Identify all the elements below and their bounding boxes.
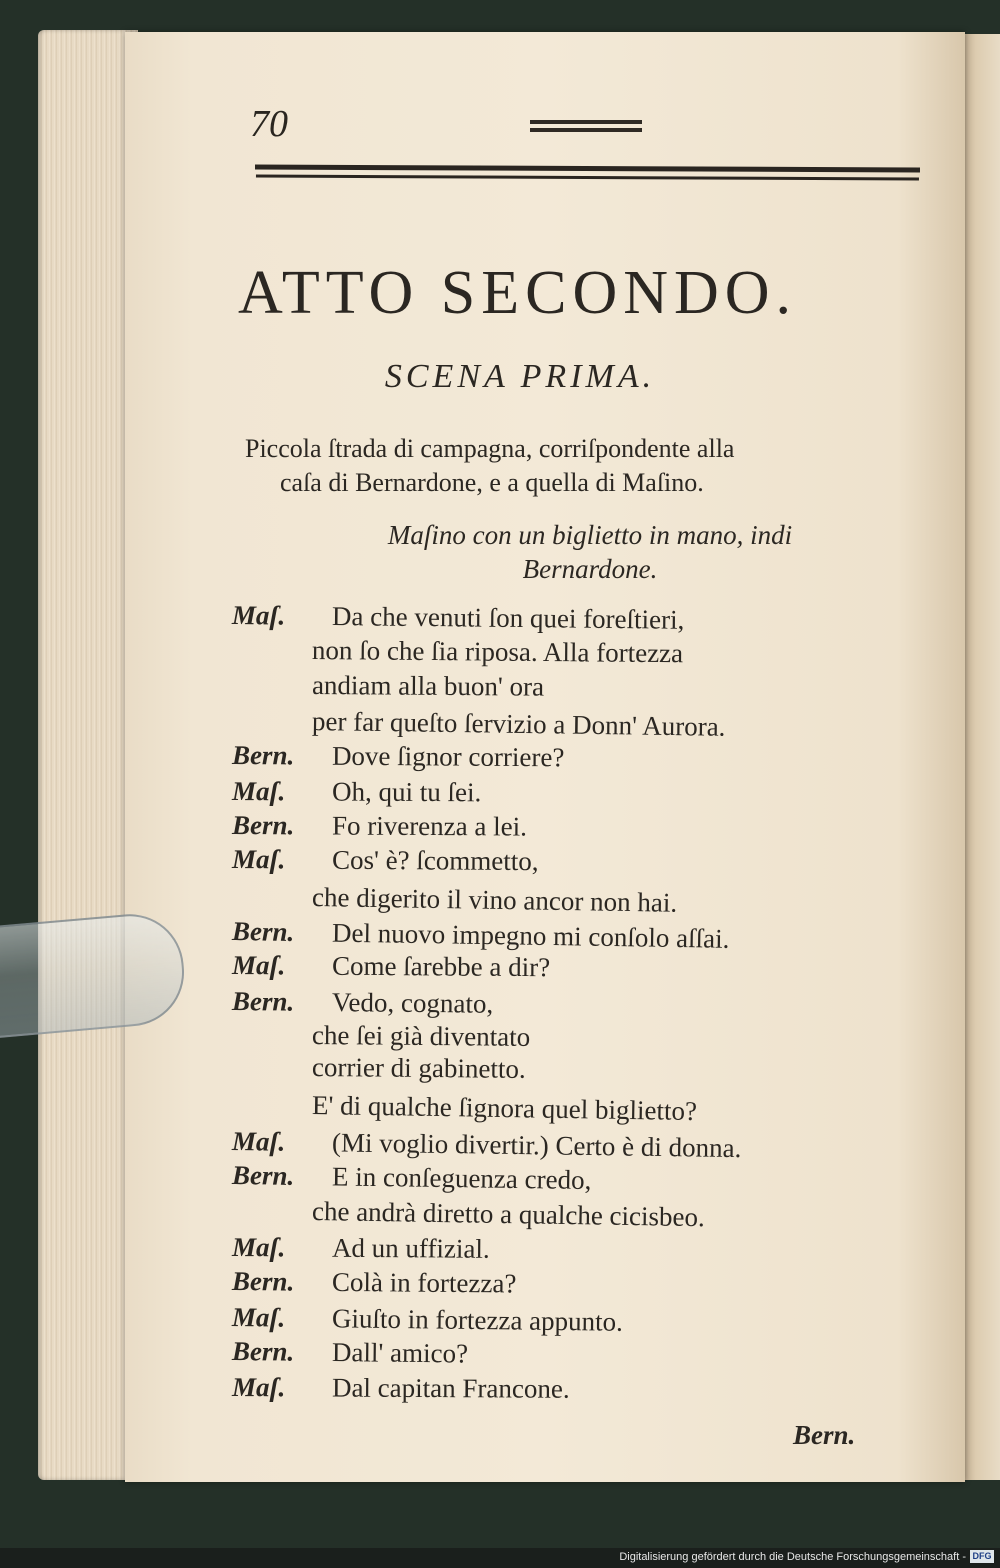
dialogue-text: che andrà diretto a qualche cicisbeo. xyxy=(311,1196,706,1233)
speaker-label: Maſ. xyxy=(231,844,286,875)
dialogue-text: (Mi voglio divertir.) Certo è di donna. xyxy=(331,1127,742,1164)
dialogue-text: E in conſeguenza credo, xyxy=(331,1161,592,1196)
dialogue-text: Giuſto in fortezza appunto. xyxy=(331,1303,624,1337)
page-number: 70 xyxy=(250,103,288,145)
speaker-label: Maſ. xyxy=(231,600,286,631)
dialogue-line xyxy=(232,740,565,773)
dialogue-text: Colà in fortezza? xyxy=(331,1266,517,1299)
dfg-logo: DFG xyxy=(970,1550,994,1563)
dialogue-text: che ſei già diventato xyxy=(311,1020,531,1052)
speaker-label: Bern. xyxy=(231,916,295,947)
dialogue-line xyxy=(312,706,726,743)
dialogue-text: Vedo, cognato, xyxy=(331,987,494,1019)
dialogue-text: Dall' amico? xyxy=(331,1337,469,1369)
characters-direction xyxy=(300,518,880,586)
speaker-label: Maſ. xyxy=(231,950,286,981)
dialogue-line xyxy=(232,950,550,983)
characters-line-2: Bernardone. xyxy=(522,554,658,584)
catchword: Bern. xyxy=(793,1420,856,1450)
speaker-label: Maſ. xyxy=(231,1232,286,1263)
speaker-label: Bern. xyxy=(231,740,295,771)
dialogue-line xyxy=(312,1196,705,1233)
dialogue-text: Come ſarebbe a dir? xyxy=(331,950,551,983)
speaker-label: Bern. xyxy=(231,810,295,841)
dialogue-line xyxy=(312,635,683,669)
speaker-label: Maſ. xyxy=(231,776,286,807)
dialogue-line xyxy=(312,1090,697,1127)
dialogue-text: per far queſto ſervizio a Donn' Aurora. xyxy=(311,706,726,742)
speaker-label: Bern. xyxy=(231,986,295,1017)
speaker-label: Maſ. xyxy=(231,1302,286,1333)
dialogue-text: non ſo che ſia riposa. Alla fortezza xyxy=(311,635,684,669)
dialogue-line xyxy=(232,810,527,843)
dialogue-line xyxy=(312,1052,526,1085)
dialogue-line xyxy=(232,600,685,636)
digitization-credit: Digitalisierung gefördert durch die Deutsche Forschungsgemeinschaft - xyxy=(619,1551,966,1563)
dialogue-text: Da che venuti ſon quei foreſtieri, xyxy=(331,601,685,635)
speaker-label: Bern. xyxy=(231,1336,295,1367)
act-title: ATTO SECONDO. xyxy=(237,259,798,327)
dialogue-line xyxy=(232,1372,570,1405)
dialogue-text: Dal capitan Francone. xyxy=(331,1372,570,1404)
characters-line-1: Maſino con un biglietto in mano, indi xyxy=(387,520,793,550)
dialogue-text: Del nuovo impegno mi conſolo aſſai. xyxy=(331,917,730,954)
scene-title: SCENA PRIMA. xyxy=(384,358,656,395)
dialogue-text: Fo riverenza a lei. xyxy=(331,810,527,842)
dialogue-text: E' di qualche ſignora quel biglietto? xyxy=(311,1090,698,1127)
speaker-label: Maſ. xyxy=(231,1372,286,1403)
dialogue-text: Oh, qui tu ſei. xyxy=(331,776,482,808)
dialogue-text: andiam alla buon' ora xyxy=(311,670,545,702)
dialogue-text: Ad un uffizial. xyxy=(331,1232,490,1264)
dialogue-line xyxy=(312,670,544,703)
speaker-label: Maſ. xyxy=(231,1126,286,1157)
ornamental-rule xyxy=(530,120,642,124)
stage-setting xyxy=(245,432,935,500)
dialogue-line xyxy=(232,1302,623,1338)
speaker-label: Bern. xyxy=(231,1160,295,1191)
page-edges xyxy=(38,30,138,1480)
dialogue-line xyxy=(232,844,539,877)
dialogue-line xyxy=(232,1160,592,1196)
setting-line-2: caſa di Bernardone, e a quella di Maſino. xyxy=(280,468,704,497)
setting-line-1: Piccola ſtrada di campagna, corriſpondente alla xyxy=(245,434,735,463)
dialogue-line xyxy=(232,1266,517,1299)
dialogue-text: che digerito il vino ancor non hai. xyxy=(311,882,678,918)
dialogue-line xyxy=(232,776,481,808)
dialogue-text: corrier di gabinetto. xyxy=(311,1052,526,1084)
dialogue-text: Dove ſignor corriere? xyxy=(331,740,565,773)
dialogue-line xyxy=(312,882,678,919)
dialogue-text: Cos' è? ſcommetto, xyxy=(331,844,539,877)
dialogue-line xyxy=(232,986,494,1020)
dialogue-line xyxy=(232,1232,490,1265)
dialogue-line xyxy=(312,1020,530,1053)
facing-page-edge xyxy=(960,34,1000,1480)
speaker-label: Bern. xyxy=(231,1266,295,1297)
dialogue-line xyxy=(232,1336,468,1369)
